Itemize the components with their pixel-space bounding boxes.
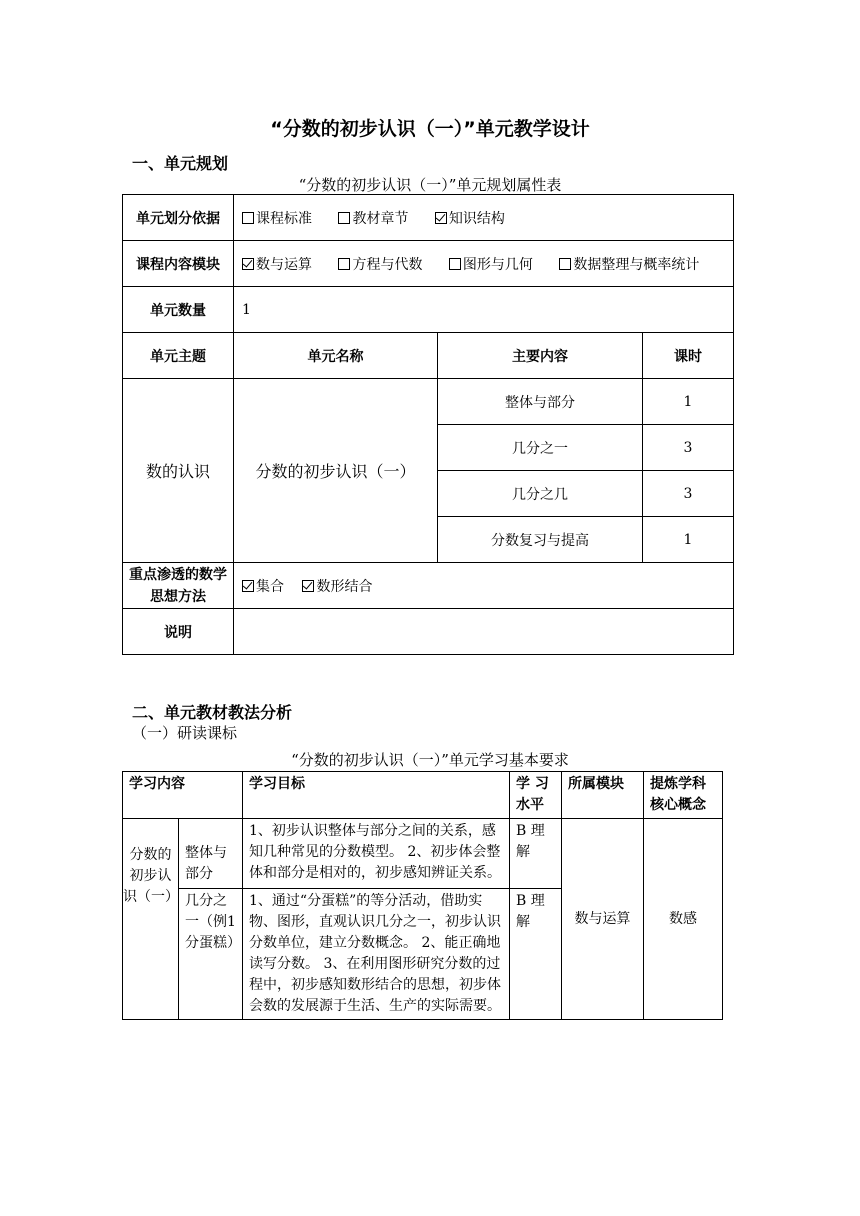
checkbox-icon[interactable] (559, 258, 571, 270)
content-cell: 几分之一（例1分蛋糕） (179, 889, 243, 1020)
option-geometry[interactable]: 图形与几何 (449, 254, 533, 274)
header-learning-goal: 学习目标 (243, 772, 510, 819)
lesson-hours: 1 (643, 517, 734, 563)
checked-checkbox-icon[interactable] (242, 580, 254, 592)
section2-subheading: （一）研读课标 (132, 724, 238, 742)
notes-label: 说明 (123, 609, 234, 655)
table-row (123, 333, 734, 379)
lesson-content: 分数复习与提高 (438, 517, 643, 563)
division-basis-label: 单元划分依据 (123, 195, 234, 241)
header-hours: 课时 (643, 333, 734, 379)
option-curriculum[interactable]: 课程标准 (242, 208, 312, 228)
core-concept-cell: 数感 (644, 819, 723, 1020)
table-row (123, 241, 734, 287)
table2-caption: “分数的初步认识（一）”单元学习基本要求 (291, 751, 569, 769)
notes-value (234, 609, 734, 655)
checkbox-icon[interactable] (242, 212, 254, 224)
section2-heading: 二、单元教材教法分析 (132, 703, 293, 722)
checkbox-icon[interactable] (338, 258, 350, 270)
math-thinking-label: 重点渗透的数学思想方法 (123, 563, 234, 609)
checkbox-icon[interactable] (338, 212, 350, 224)
content-module-label: 课程内容模块 (123, 241, 234, 287)
math-thinking-options (234, 563, 734, 609)
lesson-hours: 3 (643, 471, 734, 517)
option-knowledge[interactable]: 知识结构 (435, 208, 505, 228)
table-row (123, 563, 734, 609)
lesson-hours: 1 (643, 379, 734, 425)
level-cell: B 理解 (510, 819, 562, 889)
division-basis-options (234, 195, 734, 241)
goal-cell: 1、初步认识整体与部分之间的关系，感知几种常见的分数模型。 2、初步体会整体和部分是相对的，初步感知辨证关系。 (243, 819, 510, 889)
table1-caption: “分数的初步认识（一）”单元规划属性表 (298, 176, 562, 194)
table-row (123, 195, 734, 241)
lesson-content: 整体与部分 (438, 379, 643, 425)
goal-cell: 1、通过“分蛋糕”的等分活动，借助实物、图形，直观认识几分之一，初步认识分数单位，建立分数概念。 2、能正确地读写分数。 3、在利用图形研究分数的过程中，初步感知数形结合的思想，初步体会数的发展源于生活、生产的实际需要。 (243, 889, 510, 1020)
content-module-options (234, 241, 734, 287)
checkbox-icon[interactable] (449, 258, 461, 270)
level-cell: B 理解 (510, 889, 562, 1020)
table-row (123, 819, 723, 889)
unit-count-label: 单元数量 (123, 287, 234, 333)
learning-requirements-table (122, 771, 723, 1020)
table-row (123, 609, 734, 655)
page-title: “分数的初步认识（一）”单元教学设计 (270, 118, 590, 140)
lesson-hours: 3 (643, 425, 734, 471)
module-cell: 数与运算 (562, 819, 644, 1020)
table-row (123, 379, 734, 425)
option-equation-algebra[interactable]: 方程与代数 (338, 254, 422, 274)
lesson-content: 几分之几 (438, 471, 643, 517)
lesson-content: 几分之一 (438, 425, 643, 471)
checked-checkbox-icon[interactable] (435, 212, 447, 224)
content-group: 分数的初步认识（一） (123, 819, 179, 1020)
unit-plan-table (122, 194, 734, 655)
header-theme: 单元主题 (123, 333, 234, 379)
option-textbook[interactable]: 教材章节 (338, 208, 408, 228)
unit-name: 分数的初步认识（一） (234, 379, 438, 563)
option-statistics[interactable]: 数据整理与概率统计 (559, 254, 699, 274)
table-row (123, 287, 734, 333)
content-cell: 整体与部分 (179, 819, 243, 889)
checked-checkbox-icon[interactable] (302, 580, 314, 592)
header-learning-content: 学习内容 (123, 772, 243, 819)
option-number-operation[interactable]: 数与运算 (242, 254, 312, 274)
table-row (123, 772, 723, 819)
header-module: 所属模块 (562, 772, 644, 819)
header-core-concept: 提炼学科核心概念 (644, 772, 723, 819)
header-learning-level: 学 习 水平 (510, 772, 562, 819)
header-unit-name: 单元名称 (234, 333, 438, 379)
unit-theme: 数的认识 (123, 379, 234, 563)
unit-count-value: 1 (234, 287, 734, 333)
option-set[interactable]: 集合 (242, 576, 284, 596)
section1-heading: 一、单元规划 (132, 154, 229, 173)
header-main-content: 主要内容 (438, 333, 643, 379)
option-number-shape[interactable]: 数形结合 (302, 576, 372, 596)
checked-checkbox-icon[interactable] (242, 258, 254, 270)
